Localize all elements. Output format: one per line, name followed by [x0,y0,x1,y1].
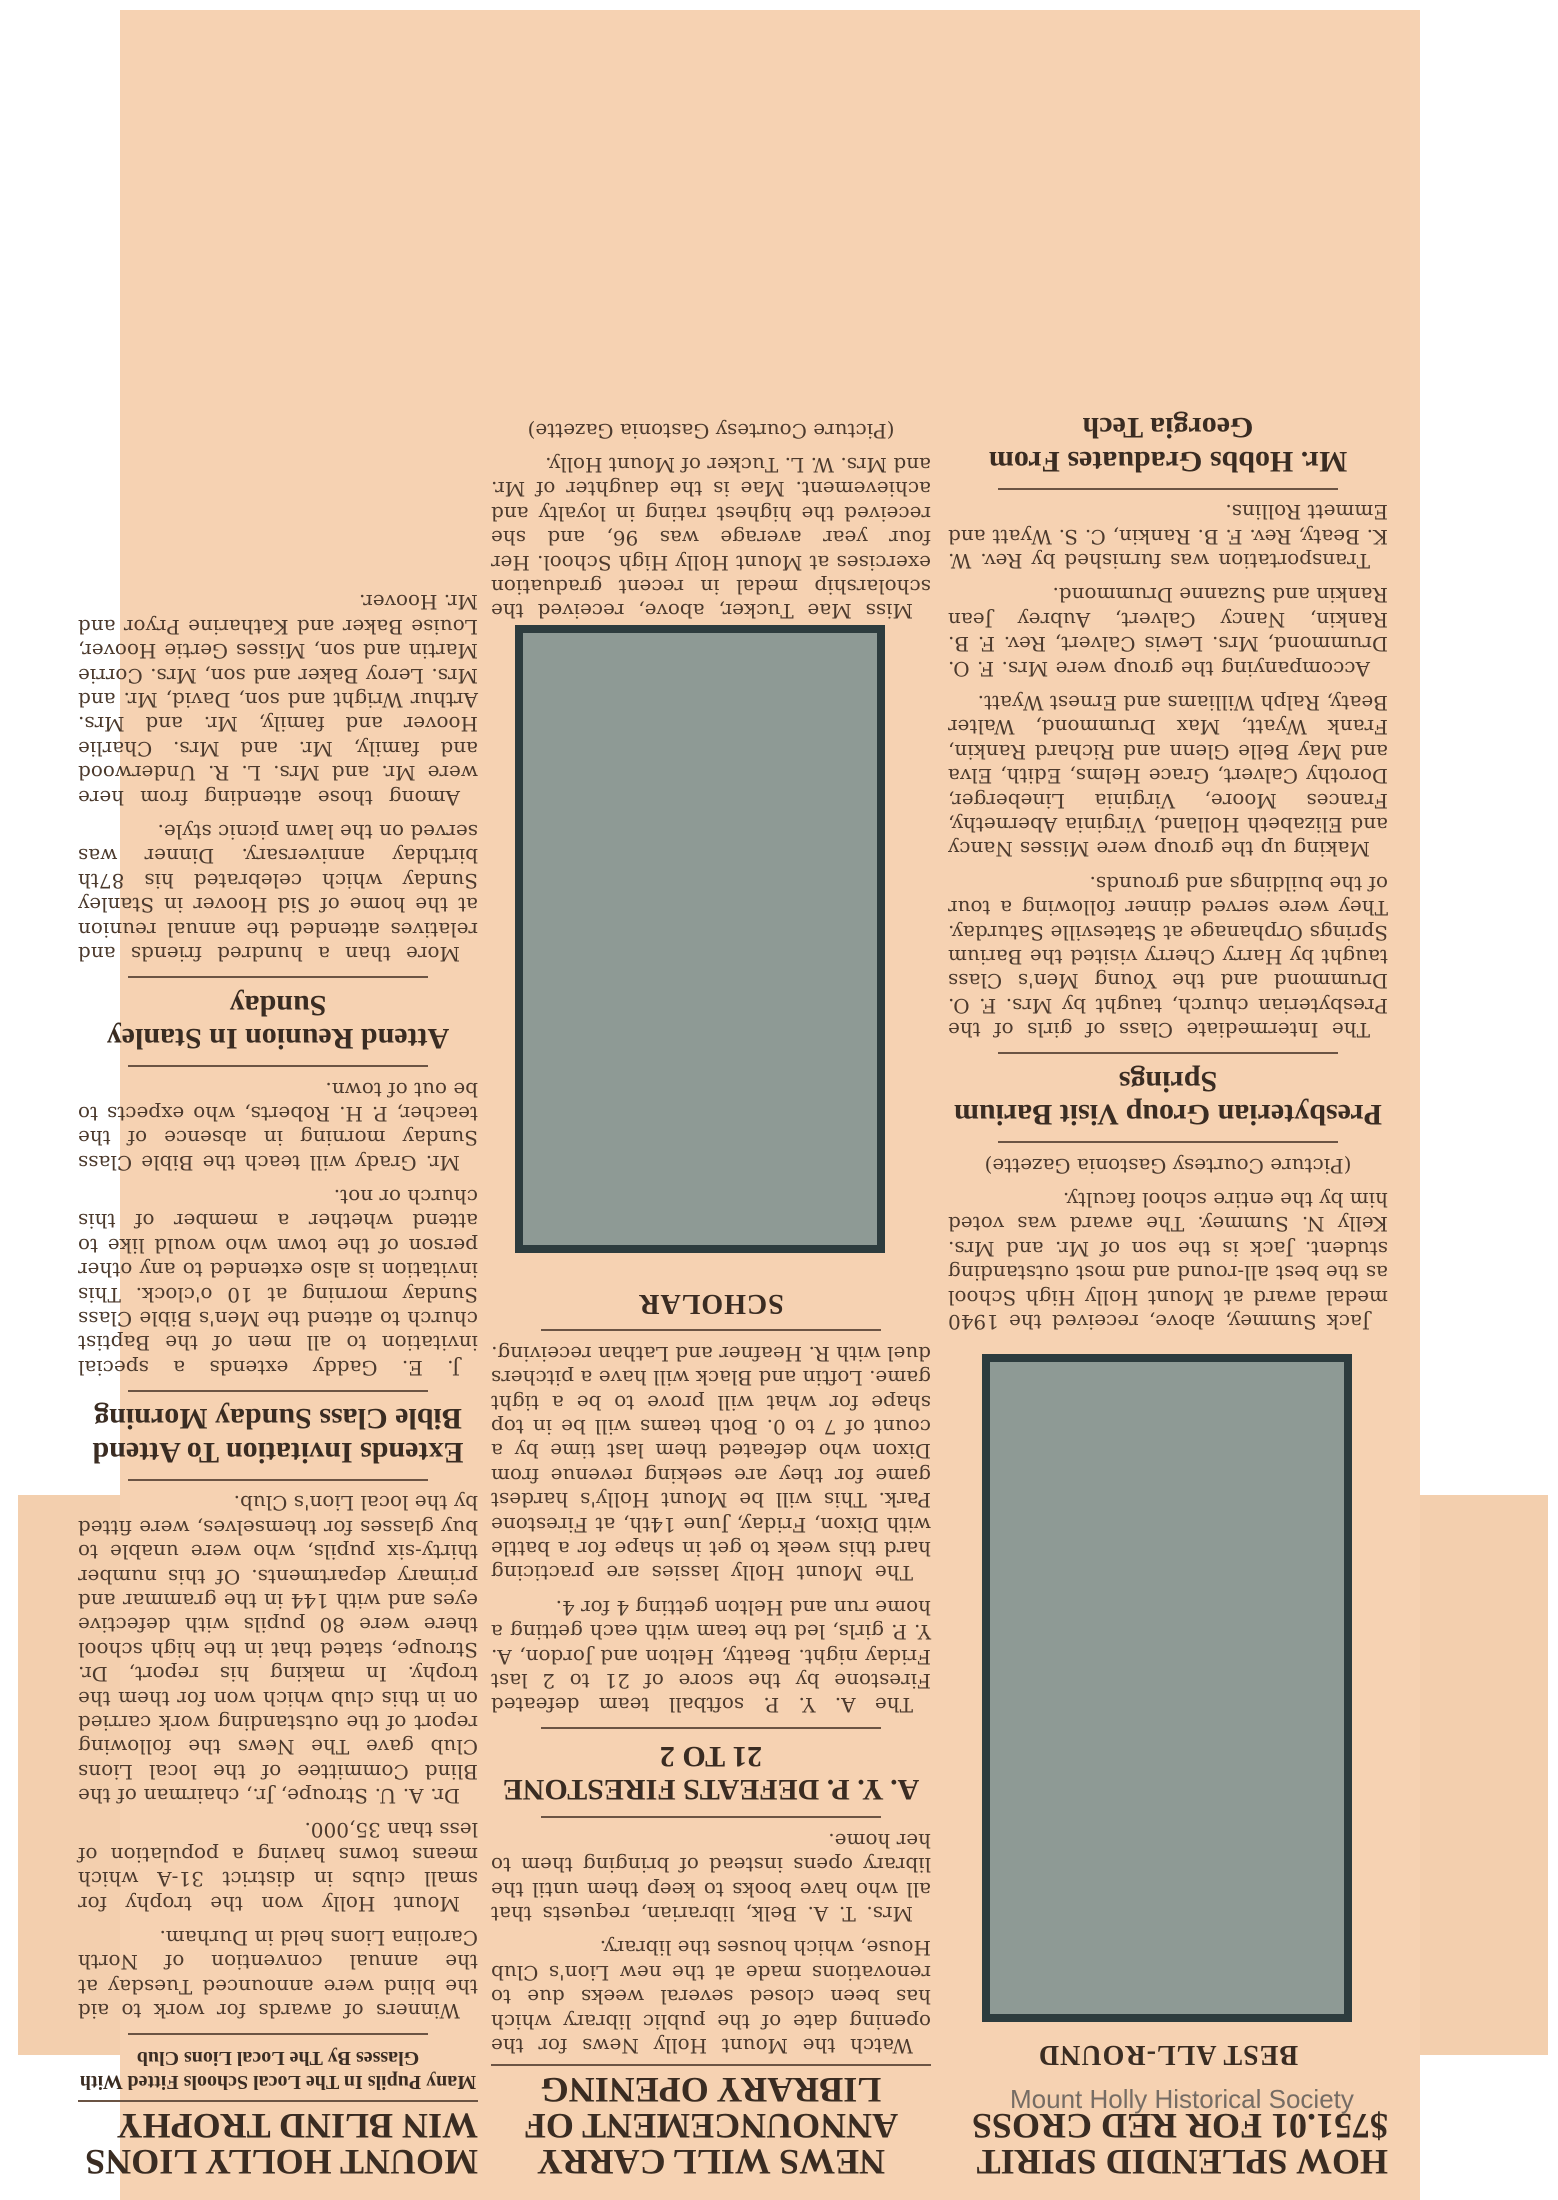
stanley-reunion-headline: Attend Reunion In Stanley Sunday [106,988,450,1056]
divider [541,1727,881,1729]
divider [541,1329,881,1331]
presbyterian-paragraph-1: The Intermediate Class of girls of the Presbyterian church, taught by Mrs. F. O. Drummond and the Young Men's Class taught by Harry Cherry visited the Barium Springs Orphanage at Statesville Saturday. They were served dinner following a tour of the buildings and grounds. [948,871,1388,1043]
jack-summey-credit: (Picture Courtesy Gastonia Gazette) [984,1153,1352,1178]
presbyterian-paragraph-3: Accompanying the group were Mrs. F. O. Drummond, Mrs. Lewis Calvert, Rev. F. B. Rankin, Nancy Calvert, Aubrey Jean Rankin and Suzanne Drummond. [948,583,1388,681]
divider [128,1479,428,1481]
lions-subheadline: Many Pupils In The Local Schools Fitted With Glasses By The Local Lions Club [79,2046,477,2093]
library-paragraph-1: Watch the Mount Holly News for the opening date of the public library which has been closed several weeks due to renovations made at the new Lion's Club House, which houses the library. [491,1936,931,2058]
presbyterian-headline: Presbyterian Group Visit Barium Springs [953,1064,1383,1132]
bible-class-headline: Extends Invitation To Attend Bible Class Sunday Morning [92,1402,464,1470]
column-1-banner: HOW SPLENDID SPIRIT $751.01 FOR RED CROSS [971,2106,1388,2182]
bible-class-paragraph-2: Mr. Grady will teach the Bible Class Sunday morning in absence of the teacher, P. H. Roberts, who expects to be out of town. [78,1077,478,1175]
divider [128,976,428,978]
stanley-reunion-paragraph-1: More than a hundred friends and relatives attended the annual reunion at the home of Sid Hoover in Stanley Sunday which celebrated his 87th birthday anniversary. Dinner was served on the lawn picnic style. [78,820,478,966]
best-all-round-heading: BEST ALL-ROUND [1037,2039,1299,2070]
jack-summey-photo [982,1354,1352,2022]
jack-summey-caption: Jack Summey, above, received the 1940 medal award at Mount Holly High School as the best all-round and most outstanding student. Jack is the son of Mr. and Mrs. Kelly N. Summey. The award was voted him by the entire school faculty. [948,1188,1388,1334]
column-3 [78,580,478,2180]
mae-tucker-caption: Miss Mae Tucker, above, received the scholarship medal in recent graduation exercises at Mount Holly High School. Her four year average was 96, and she received the highest rating in loyalty and achievement. Mae is the daughter of Mr. and Mrs. W. L. Tucker of Mount Holly. [491,453,931,624]
library-paragraph-2: Mrs. T. A. Belk, librarian, requests that all who have books to keep them until the library opens instead of bringing them to her home. [491,1828,931,1927]
divider [128,1065,428,1067]
divider [998,488,1338,490]
scholar-heading: SCHOLAR [638,1288,784,1320]
bible-class-paragraph-1: J. E. Gaddy extends a special invitation to all men of the Baptist church to attend the Men's Bible Class Sunday morning at 10 o'clock. This invitation is also extended to any other person of the town who would like to attend whether a member of this church or not. [78,1185,478,1380]
divider [128,2033,428,2035]
historical-society-watermark: Mount Holly Historical Society [1010,2084,1354,2114]
lions-paragraph-3: Dr. A. U. Stroupe, Jr., chairman of the Blind Committee of the local Lions Club gave The News the following report of the outstanding work carried on in this club which won for them the trophy. In making his report, Dr. Stroupe, stated that in the high school there were 80 pupils with defective eyes and with 144 in the grammar and primary departments. Of this number thirty-six pupils, who were unable to buy glasses for themselves, were fitted by the local Lion's Club. [78,1491,478,1809]
presbyterian-paragraph-4: Transportation was furnished by Rev. W. K. Beaty, Rev. F. B. Rankin, C. S. Wyatt and Emmett Rollins. [948,500,1388,574]
column-2 [491,408,931,2180]
divider [78,2100,478,2102]
ayp-headline: A. Y. P. DEFEATS FIRESTONE 21 TO 2 [502,1739,920,1807]
divider [128,1390,428,1392]
column-1 [948,405,1388,2180]
hobbs-headline: Mr. Hobbs Graduates From Georgia Tech [988,411,1348,478]
stanley-reunion-paragraph-2: Among those attending from here were Mr. and Mrs. L. R. Underwood and family, Mr. and Mrs. Charlie Hoover and family, Mr. and Mrs. Arthur Wright and son, David, Mr. and Mrs. Leroy Baker and son, Mrs. Corrie Martin and son, Misses Gertie Hoover, Louise Baker and Katharine Pryor and Mr. Hoover. [78,590,478,810]
lions-paragraph-1: Winners of awards for work to aid the blind were announced Tuesday at the annual convention of North Carolina Lions held in Durham. [78,1926,478,2024]
mae-tucker-photo [515,625,885,1253]
ayp-paragraph-1: The A. Y. P. softball team defeated Firestone by the score of 21 to 2 last Friday night. Beatty, Helton and Jordon, A. Y. P. girls, led the team with each getting a home run and Helton getting 4 for 4. [491,1595,931,1718]
mae-tucker-credit: (Picture Courtesy Gastonia Gazette) [527,418,895,443]
divider [998,1052,1338,1054]
ayp-paragraph-2: The Mount Holly lassies are practicing hard this week to get in shape for a battle with Dixon, Friday, June 14th, at Firestone Park. This will be Mount Holly's hardest game for they are seeking revenue from Dixon who defeated them last time by a count of 7 to 0. Both teams will be in top shape for what will prove to be a tight game. Loftin and Black will have a pitchers duel with R. Heafner and Lathan receiving. [491,1341,931,1586]
column-2-banner: NEWS WILL CARRY ANNOUNCEMENT OF LIBRARY OPENING [523,2070,899,2182]
divider [491,2064,931,2066]
divider [998,1141,1338,1143]
lions-paragraph-2: Mount Holly won the trophy for small clubs in district 31-A which means towns having a population of less than 35,000. [78,1818,478,1916]
column-3-banner: MOUNT HOLLY LIONS WIN BLIND TROPHY [85,2106,478,2182]
presbyterian-paragraph-2: Making up the group were Misses Nancy and Elizabeth Holland, Virginia Abernethy, Frances Moore, Virginia Lineberger, Dorothy Calvert, Grace Helms, Edith, Elva and May Belle Glenn and Richard Rankin, Frank Wyatt, Max Drummond, Walter Beaty, Ralph Williams and Ernest Wyatt. [948,691,1388,862]
divider [541,1816,881,1818]
